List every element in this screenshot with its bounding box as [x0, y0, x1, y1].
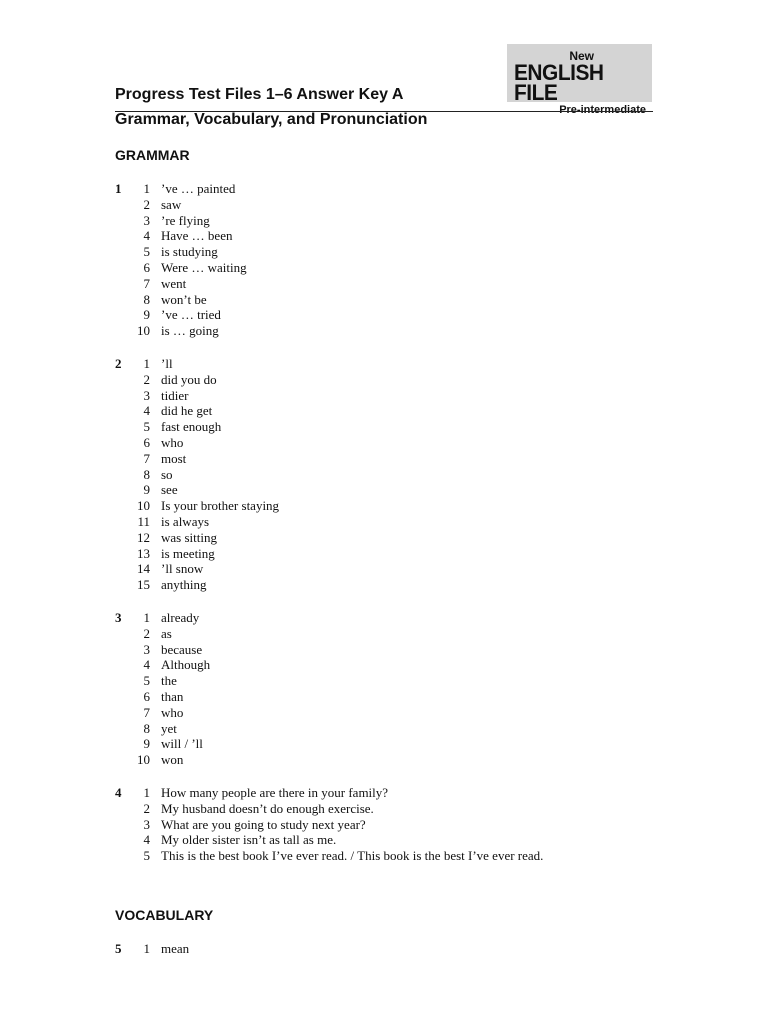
answer-text: is … going	[161, 323, 219, 339]
answer-row	[115, 197, 247, 213]
item-number: 3	[143, 641, 150, 657]
exercise-number	[115, 403, 125, 419]
item-number: 2	[143, 371, 150, 387]
item-number: 7	[143, 704, 150, 720]
item-number: 4	[143, 657, 150, 673]
answer-text: ’ll	[161, 356, 173, 371]
answer-text: who	[161, 434, 184, 450]
section-heading-vocabulary: VOCABULARY	[115, 907, 214, 923]
exercise-number	[115, 705, 125, 721]
item-number: 6	[143, 434, 150, 450]
answer-row	[115, 181, 247, 197]
exercise-number	[115, 388, 125, 404]
answer-row	[115, 451, 279, 467]
item-number: 11	[137, 513, 150, 529]
item-number: 9	[143, 307, 150, 323]
answer-text: was sitting	[161, 529, 217, 545]
answer-text: yet	[161, 720, 177, 736]
answer-text: ’ll snow	[161, 561, 204, 577]
exercise-number	[115, 514, 125, 530]
exercise-number: 4	[115, 785, 122, 800]
exercise-number	[115, 292, 125, 308]
answer-row	[115, 941, 189, 957]
exercise-number: 1	[115, 181, 122, 196]
answer-row	[115, 435, 279, 451]
answer-row	[115, 276, 247, 292]
answer-text: This is the best book I’ve ever read. / This book is the best I’ve ever read.	[161, 848, 544, 864]
item-number: 3	[143, 212, 150, 228]
item-number: 1	[143, 610, 150, 625]
item-number: 8	[143, 720, 150, 736]
logo-new-text: New	[569, 49, 594, 63]
item-number: 7	[143, 450, 150, 466]
answer-text: How many people are there in your family?	[161, 785, 389, 800]
answer-row	[115, 356, 279, 372]
answer-row	[115, 736, 210, 752]
exercise-number	[115, 848, 125, 864]
item-number: 8	[143, 291, 150, 307]
answer-text: did he get	[161, 403, 213, 419]
exercise-number	[115, 689, 125, 705]
answer-row	[115, 388, 279, 404]
answer-text: fast enough	[161, 419, 222, 435]
exercise-number	[115, 260, 125, 276]
item-number: 12	[137, 529, 150, 545]
exercise-number	[115, 561, 125, 577]
item-number: 4	[143, 228, 150, 244]
exercise-number: 5	[115, 941, 122, 956]
answer-row	[115, 244, 247, 260]
answer-text: Is your brother staying	[161, 498, 280, 514]
answer-row	[115, 561, 279, 577]
exercise-number	[115, 498, 125, 514]
answer-row	[115, 721, 210, 737]
answer-text: ’ve … painted	[161, 181, 236, 196]
answer-row	[115, 626, 210, 642]
answer-text: who	[161, 704, 184, 720]
exercise-number	[115, 577, 125, 593]
page-subtitle: Grammar, Vocabulary, and Pronunciation	[115, 111, 428, 128]
answer-row	[115, 801, 543, 817]
answer-row	[115, 689, 210, 705]
exercise-number	[115, 451, 125, 467]
answer-text: went	[161, 275, 187, 291]
answer-text: is always	[161, 513, 210, 529]
answer-text: won	[161, 752, 184, 768]
answer-row	[115, 514, 279, 530]
exercise-number	[115, 307, 125, 323]
item-number: 14	[137, 561, 150, 577]
answer-text: see	[161, 482, 178, 498]
exercise-number	[115, 721, 125, 737]
item-number: 7	[143, 275, 150, 291]
item-number: 2	[143, 800, 150, 816]
exercise-number	[115, 642, 125, 658]
exercise-number	[115, 736, 125, 752]
answer-row	[115, 752, 210, 768]
answer-row	[115, 785, 543, 801]
item-number: 10	[137, 498, 150, 514]
exercise-number	[115, 530, 125, 546]
logo-title-text: ENGLISH FILE	[513, 60, 604, 105]
exercise-number	[115, 832, 125, 848]
answer-row	[115, 498, 279, 514]
item-number: 10	[137, 323, 150, 339]
item-number: 9	[143, 482, 150, 498]
exercise-number	[115, 228, 125, 244]
exercise-number	[115, 435, 125, 451]
answer-row	[115, 546, 279, 562]
answer-row	[115, 642, 210, 658]
answer-text: the	[161, 673, 177, 689]
section-heading-grammar: GRAMMAR	[115, 147, 190, 163]
answer-row	[115, 832, 543, 848]
exercise-number	[115, 752, 125, 768]
answer-text: Were … waiting	[161, 259, 247, 275]
exercise-number	[115, 801, 125, 817]
exercise-number	[115, 482, 125, 498]
item-number: 9	[143, 736, 150, 752]
answer-row	[115, 213, 247, 229]
answer-row	[115, 292, 247, 308]
exercise-number: 3	[115, 610, 122, 625]
item-number: 13	[137, 545, 150, 561]
exercise-number	[115, 213, 125, 229]
page-title: Progress Test Files 1–6 Answer Key A	[115, 86, 404, 103]
exercise-number	[115, 244, 125, 260]
item-number: 6	[143, 688, 150, 704]
answer-text: My husband doesn’t do enough exercise.	[161, 800, 374, 816]
answer-text: mean	[161, 941, 190, 956]
item-number: 2	[143, 196, 150, 212]
answer-row	[115, 307, 247, 323]
item-number: 1	[143, 941, 150, 956]
answer-row	[115, 323, 247, 339]
item-number: 1	[143, 785, 150, 800]
answer-text: already	[161, 610, 200, 625]
answer-text: saw	[161, 196, 182, 212]
exercise-number	[115, 419, 125, 435]
item-number: 1	[143, 181, 150, 196]
answer-text: ’ve … tried	[161, 307, 221, 323]
answer-text: anything	[161, 577, 207, 593]
item-number: 5	[143, 419, 150, 435]
answer-text: did you do	[161, 371, 217, 387]
logo-level-text: Pre-intermediate	[559, 104, 646, 116]
item-number: 10	[137, 752, 150, 768]
item-number: 4	[143, 403, 150, 419]
exercise-number	[115, 467, 125, 483]
exercise-number	[115, 276, 125, 292]
exercise-number	[115, 626, 125, 642]
item-number: 1	[143, 356, 150, 371]
item-number: 3	[143, 816, 150, 832]
answer-text: as	[161, 625, 172, 641]
answer-text: won’t be	[161, 291, 207, 307]
answer-text: is studying	[161, 244, 218, 260]
answer-text: most	[161, 450, 187, 466]
exercise-number	[115, 323, 125, 339]
answer-row	[115, 673, 210, 689]
answer-row	[115, 848, 543, 864]
answer-text: tidier	[161, 387, 189, 403]
answer-text: than	[161, 688, 184, 704]
answer-row	[115, 260, 247, 276]
exercise-5	[115, 941, 189, 957]
answer-text: What are you going to study next year?	[161, 816, 366, 832]
answer-row	[115, 577, 279, 593]
exercise-number	[115, 817, 125, 833]
answer-text: Have … been	[161, 228, 233, 244]
answer-row	[115, 419, 279, 435]
item-number: 3	[143, 387, 150, 403]
exercise-3	[115, 610, 210, 768]
answer-row	[115, 817, 543, 833]
answer-row	[115, 705, 210, 721]
item-number: 15	[137, 577, 150, 593]
answer-text: because	[161, 641, 203, 657]
answer-row	[115, 657, 210, 673]
exercise-2	[115, 356, 279, 593]
exercise-4	[115, 785, 543, 864]
item-number: 2	[143, 625, 150, 641]
exercise-number	[115, 197, 125, 213]
answer-text: so	[161, 466, 173, 482]
exercise-number	[115, 673, 125, 689]
answer-row	[115, 372, 279, 388]
answer-row	[115, 530, 279, 546]
item-number: 6	[143, 259, 150, 275]
item-number: 5	[143, 244, 150, 260]
answer-text: ’re flying	[161, 212, 210, 228]
item-number: 5	[143, 848, 150, 864]
item-number: 4	[143, 832, 150, 848]
answer-row	[115, 467, 279, 483]
answer-text: will / ’ll	[161, 736, 203, 752]
answer-row	[115, 482, 279, 498]
exercise-number	[115, 546, 125, 562]
answer-text: is meeting	[161, 545, 215, 561]
answer-row	[115, 403, 279, 419]
exercise-number: 2	[115, 356, 122, 371]
answer-row	[115, 228, 247, 244]
exercise-number	[115, 372, 125, 388]
answer-row	[115, 610, 210, 626]
exercise-1	[115, 181, 247, 339]
answer-text: Although	[161, 657, 211, 673]
english-file-logo	[507, 44, 652, 116]
item-number: 8	[143, 466, 150, 482]
item-number: 5	[143, 673, 150, 689]
answer-text: My older sister isn’t as tall as me.	[161, 832, 337, 848]
exercise-number	[115, 657, 125, 673]
